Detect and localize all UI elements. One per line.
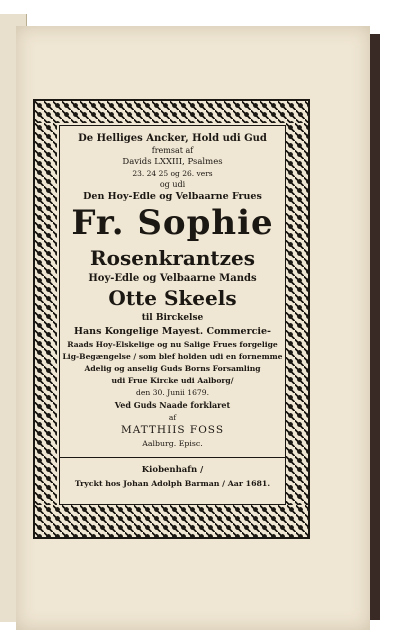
title-line-5: og udi — [159, 180, 186, 189]
title-line-11: til Birckelse — [141, 313, 204, 323]
title-line-1: De Helliges Ancker, Hold udi Gud — [78, 133, 267, 144]
title-line-3: Davids LXXIII, Psalmes — [122, 157, 223, 167]
title-line-20: MATTHIIS FOSS — [120, 424, 225, 436]
title-line-18: Ved Guds Naade forklaret — [114, 400, 231, 410]
ornament-band-right — [286, 123, 308, 505]
ornament-band-bottom — [35, 505, 308, 537]
title-line-22: Kiobenhafn / — [141, 465, 204, 475]
title-line-4: 23. 24 25 og 26. vers — [132, 169, 213, 178]
title-line-10: Otte Skeels — [108, 286, 237, 310]
ornament-band-top — [35, 101, 308, 123]
title-line-15: Adelig og anselig Guds Borns Forsamling — [84, 364, 261, 373]
ornament-band-left — [35, 123, 57, 505]
title-line-12: Hans Kongelige Mayest. Commercie- — [74, 326, 271, 337]
title-line-9: Hoy-Edle og Velbaarne Mands — [88, 273, 257, 284]
title-text-block — [59, 125, 286, 505]
title-line-2: fremsat af — [151, 146, 194, 155]
title-line-19: af — [168, 413, 177, 422]
title-line-8: Rosenkrantzes — [90, 246, 255, 270]
title-line-21: Aalburg. Episc. — [142, 439, 203, 448]
title-line-17: den 30. Junii 1679. — [136, 388, 209, 397]
ornamental-frame — [33, 99, 310, 539]
title-line-14: Lig-Begængelse / som blef holden udi en fornemme — [62, 352, 283, 361]
imprint-rule — [60, 457, 285, 458]
title-line-16: udi Frue Kircke udi Aalborg/ — [111, 376, 234, 385]
title-line-23: Tryckt hos Johan Adolph Barman / Aar 1681. — [74, 479, 271, 488]
title-line-6: Den Hoy-Edle og Velbaarne Frues — [83, 191, 262, 202]
title-line-7: Fr. Sophie — [71, 203, 274, 243]
title-line-13: Raads Hoy-Elskelige og nu Salige Frues forgelige — [67, 340, 278, 349]
